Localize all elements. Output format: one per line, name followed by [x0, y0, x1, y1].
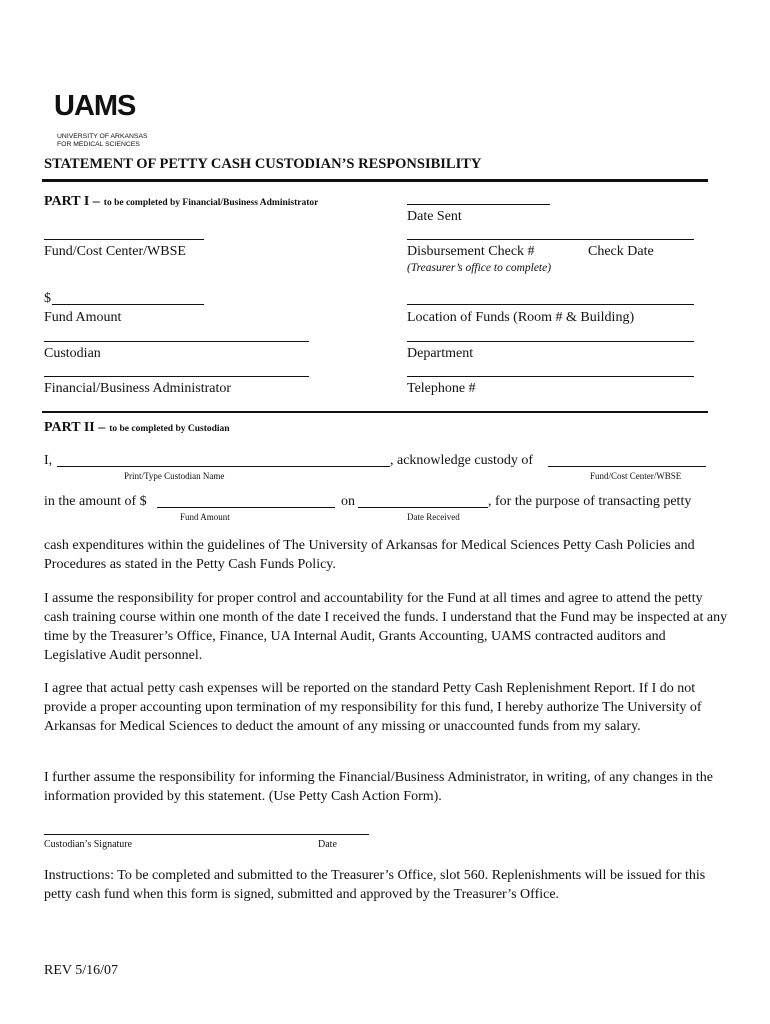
responsibility-paragraph: I assume the responsibility for proper control and accountability for the Fund at all times and agree to attend the petty cash training course within one month of the date I received the funds. I understand that the Fund may be inspected at any time by the Treasurer’s Office, Finance, UA Internal Audit, Grants Accounting, UAMS contracted auditors and Legislative Audit personnel.	[44, 591, 728, 663]
part2-heading-row	[44, 418, 230, 436]
location-of-funds-label: Location of Funds (Room # & Building)	[407, 310, 635, 325]
print-name-label: Print/Type Custodian Name	[124, 471, 225, 481]
i-prefix: I,	[44, 453, 53, 468]
page-title: STATEMENT OF PETTY CASH CUSTODIAN’S RESPONSIBILITY	[44, 156, 482, 172]
custodian-label: Custodian	[44, 346, 101, 361]
custodian-line[interactable]	[44, 341, 309, 342]
fund-amount-label: Fund Amount	[44, 310, 122, 325]
logo-subtitle-line1: UNIVERSITY OF ARKANSAS	[57, 133, 148, 140]
reporting-paragraph: I agree that actual petty cash expenses will be reported on the standard Petty Cash Replenishment Report. If I do not provide a proper accounting upon termination of my responsibility for this fund, I hereby authorize The University of Arkansas for Medical Sciences to deduct the amount of any missing or unaccounted funds from my salary.	[44, 681, 702, 734]
on-word: on	[341, 494, 355, 509]
part1-heading: PART I –	[44, 194, 100, 209]
fund-cost-center-line[interactable]	[44, 239, 204, 240]
custody-fund-line[interactable]	[548, 466, 706, 467]
purpose-text: , for the purpose of transacting petty	[488, 494, 692, 509]
financial-admin-line[interactable]	[44, 376, 309, 377]
fund-amount-sub-label: Fund Amount	[180, 512, 230, 522]
treasurer-note: (Treasurer’s office to complete)	[407, 262, 552, 274]
date-sent-line[interactable]	[407, 204, 550, 205]
uams-logo: UAMS	[54, 90, 136, 122]
financial-admin-label: Financial/Business Administrator	[44, 381, 232, 396]
signature-line[interactable]	[44, 834, 369, 835]
dollar-sign: $	[44, 291, 51, 306]
amount-prefix: in the amount of $	[44, 494, 147, 509]
date-received-label: Date Received	[407, 512, 460, 522]
part1-heading-row	[44, 192, 318, 210]
check-date-label: Check Date	[588, 244, 654, 259]
disbursement-check-line[interactable]	[407, 239, 694, 240]
date-sent-label: Date Sent	[407, 209, 462, 224]
revision-label: REV 5/16/07	[44, 963, 119, 978]
telephone-line[interactable]	[407, 376, 694, 377]
policy-paragraph: cash expenditures within the guidelines of The University of Arkansas for Medical Sciences Petty Cash Policies and Procedures as stated in the Petty Cash Funds Policy.	[44, 538, 695, 572]
part1-subheading: to be completed by Financial/Business Administrator	[103, 198, 319, 208]
instructions-paragraph: Instructions: To be completed and submitted to the Treasurer’s Office, slot 560. Replenishments will be issued for this petty cash fund when this form is signed, submitted and approved by the Treasurer’s Office.	[44, 868, 706, 902]
signature-date-label: Date	[318, 839, 337, 850]
department-label: Department	[407, 346, 474, 361]
part2-subheading: to be completed by Custodian	[109, 424, 230, 434]
fund-cost-label: Fund/Cost Center/WBSE	[590, 471, 682, 481]
department-line[interactable]	[407, 341, 694, 342]
part-divider-rule	[42, 411, 708, 413]
location-of-funds-line[interactable]	[407, 304, 694, 305]
logo-subtitle-line2: FOR MEDICAL SCIENCES	[57, 141, 140, 148]
custodian-name-line[interactable]	[57, 466, 390, 467]
date-received-line[interactable]	[358, 507, 488, 508]
fund-cost-center-label: Fund/Cost Center/WBSE	[44, 244, 186, 259]
notification-paragraph: I further assume the responsibility for informing the Financial/Business Administrator, in writing, of any changes in the information provided by this statement. (Use Petty Cash Action Form).	[44, 770, 713, 804]
acknowledge-text: , acknowledge custody of	[390, 453, 534, 468]
title-rule	[42, 179, 708, 182]
fund-amount-line[interactable]	[52, 304, 204, 305]
part2-heading: PART II –	[44, 420, 106, 435]
amount-line[interactable]	[157, 507, 335, 508]
disbursement-check-label: Disbursement Check #	[407, 244, 535, 259]
signature-label: Custodian’s Signature	[44, 839, 133, 850]
telephone-label: Telephone #	[407, 381, 476, 396]
